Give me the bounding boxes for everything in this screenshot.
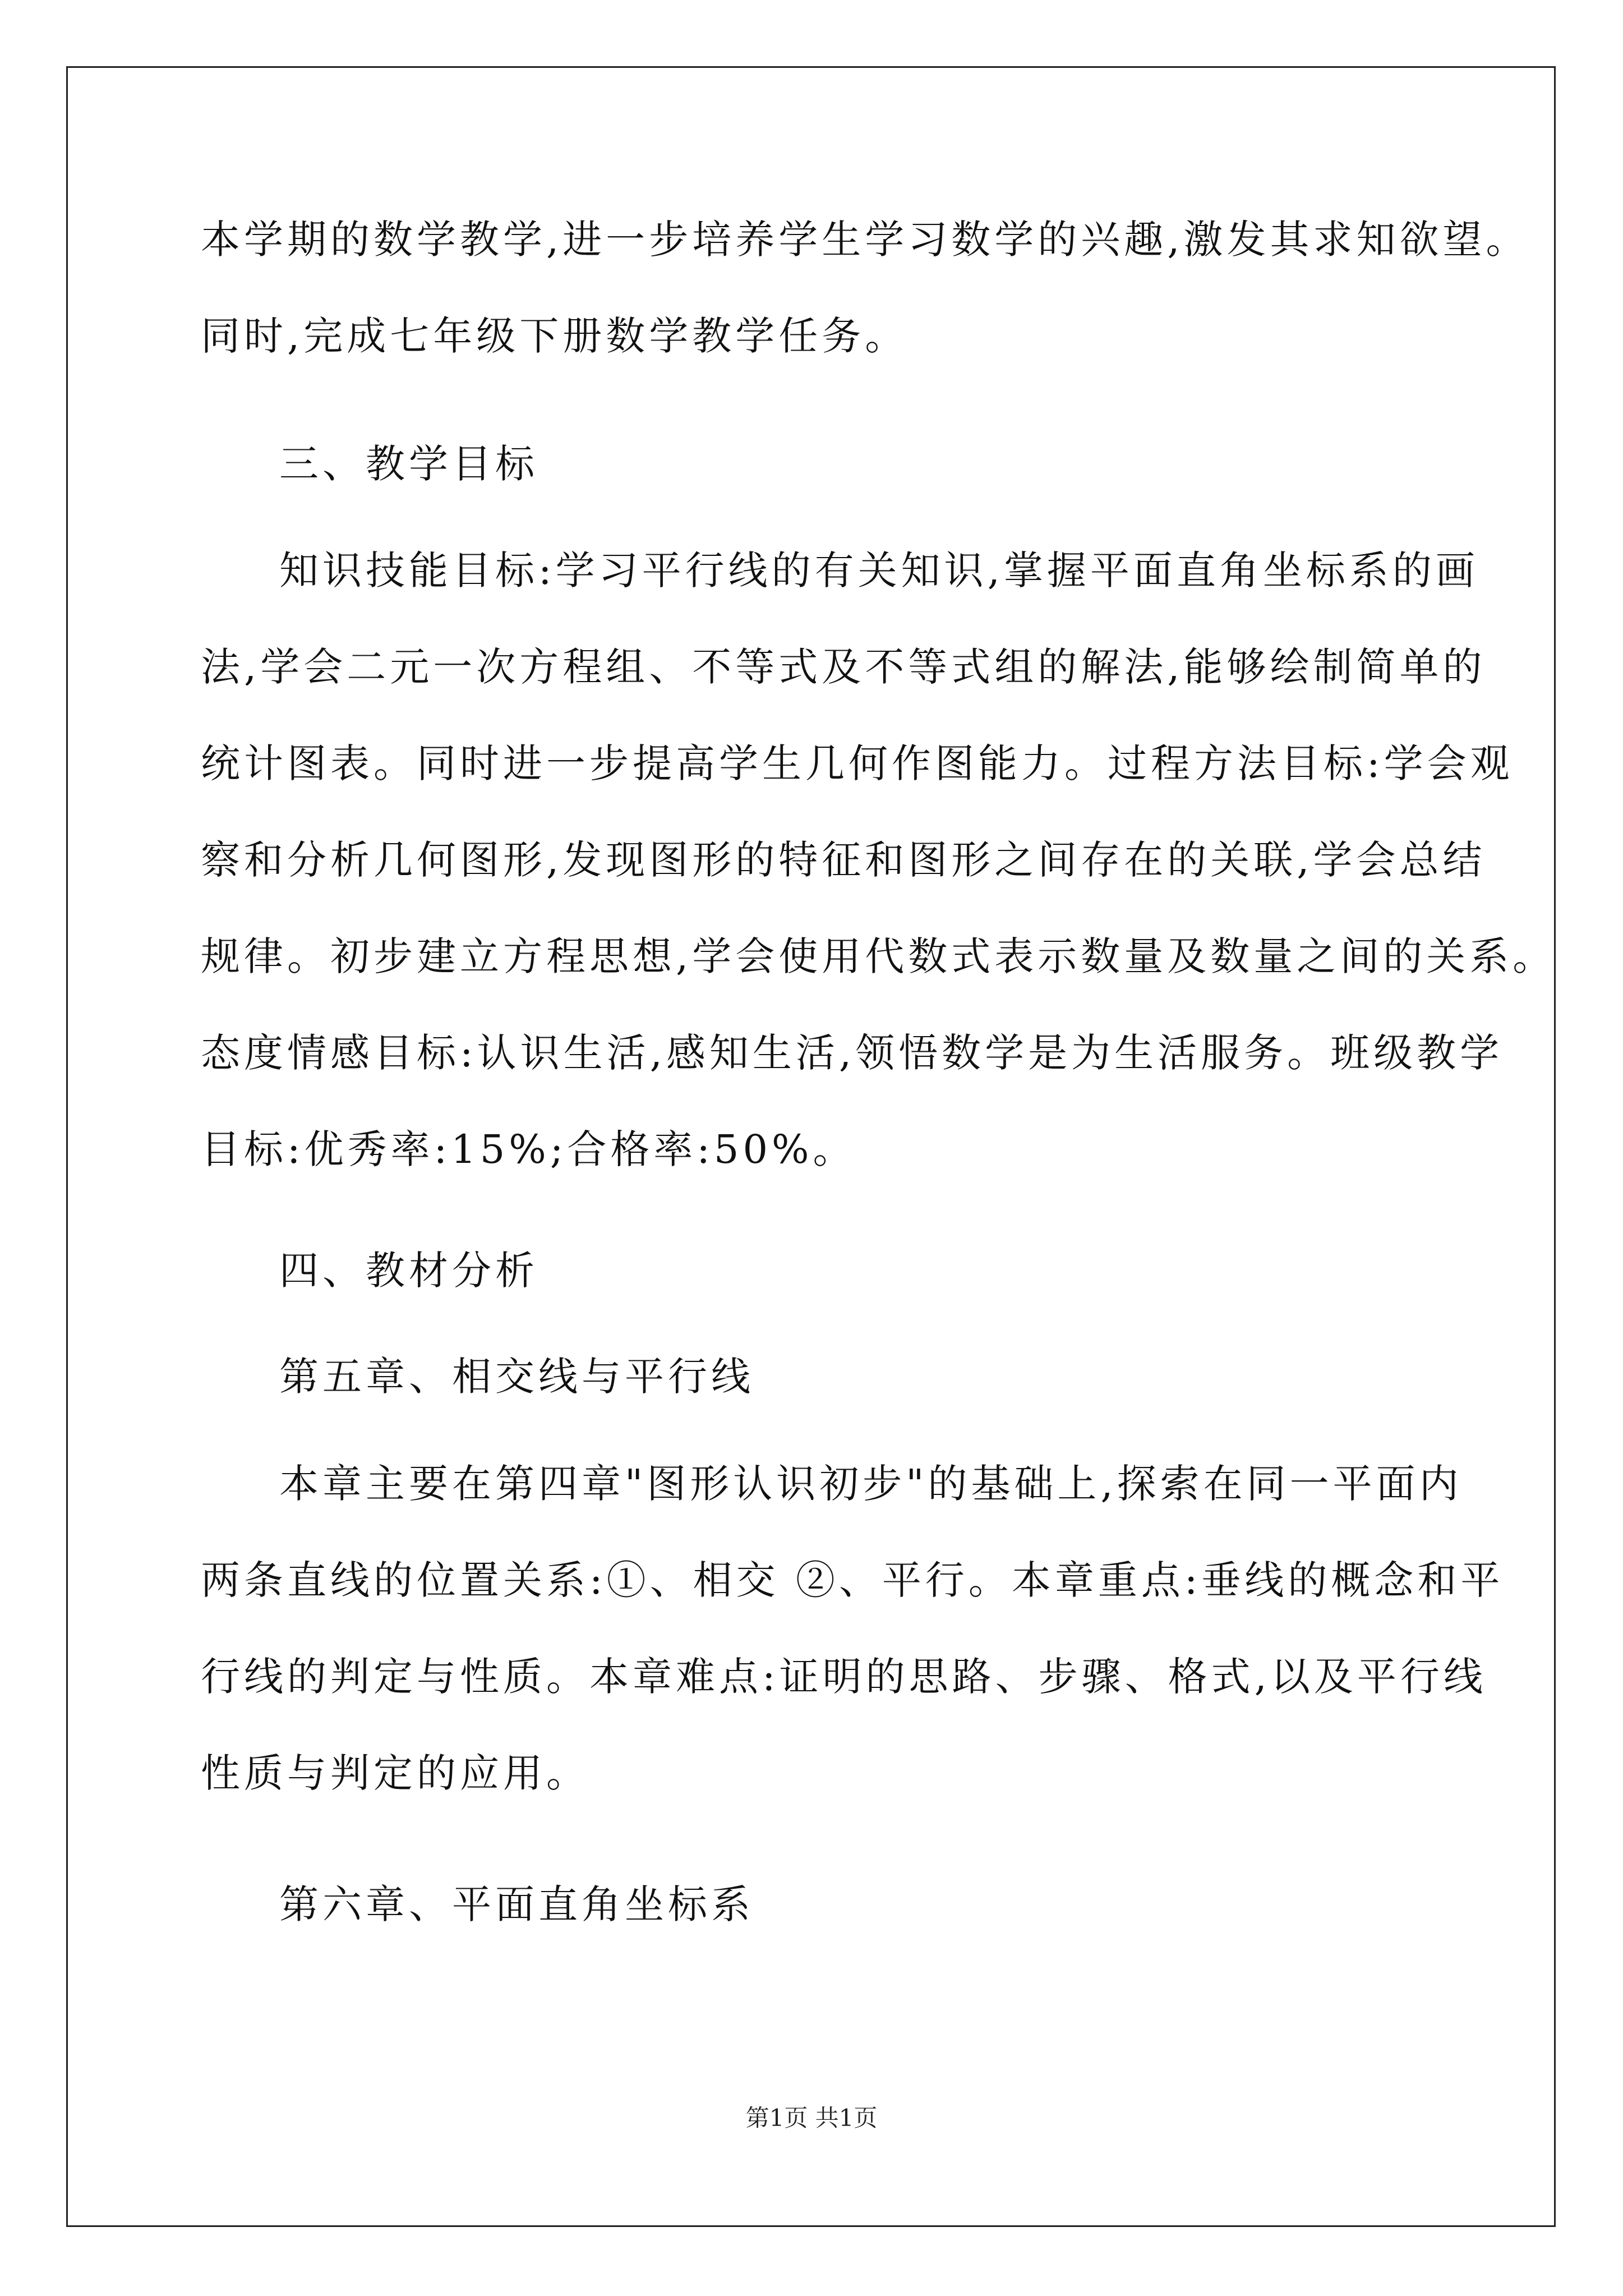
chapter-heading: 第六章、平面直角坐标系	[279, 1881, 754, 1927]
chapter-heading: 第五章、相交线与平行线	[279, 1354, 754, 1400]
section-heading: 四、教材分析	[279, 1248, 538, 1294]
paragraph-line: 两条直线的位置关系:①、相交 ②、平行。本章重点:垂线的概念和平	[201, 1557, 1504, 1603]
paragraph-line: 行线的判定与性质。本章难点:证明的思路、步骤、格式,以及平行线	[201, 1654, 1487, 1700]
paragraph-line: 态度情感目标:认识生活,感知生活,领悟数学是为生活服务。班级教学	[201, 1030, 1504, 1076]
paragraph-line: 法,学会二元一次方程组、不等式及不等式组的解法,能够绘制简单的	[201, 644, 1486, 690]
paragraph-line: 统计图表。同时进一步提高学生几何作图能力。过程方法目标:学会观	[201, 740, 1514, 786]
paragraph-line: 目标:优秀率:15%;合格率:50%。	[201, 1126, 856, 1172]
paragraph-line: 性质与判定的应用。	[201, 1750, 589, 1796]
paragraph-line: 本章主要在第四章"图形认识初步"的基础上,探索在同一平面内	[279, 1461, 1463, 1507]
section-heading: 三、教学目标	[279, 441, 538, 487]
paragraph-line: 规律。初步建立方程思想,学会使用代数式表示数量及数量之间的关系。	[201, 933, 1556, 979]
paragraph-line: 察和分析几何图形,发现图形的特征和图形之间存在的关联,学会总结	[201, 837, 1486, 883]
page-footer: 第1页 共1页	[745, 2104, 878, 2132]
paragraph-line: 知识技能目标:学习平行线的有关知识,掌握平面直角坐标系的画	[279, 547, 1479, 593]
paragraph-line: 同时,完成七年级下册数学教学任务。	[201, 313, 909, 359]
paragraph-line: 本学期的数学教学,进一步培养学生学习数学的兴趣,激发其求知欲望。	[201, 217, 1529, 263]
